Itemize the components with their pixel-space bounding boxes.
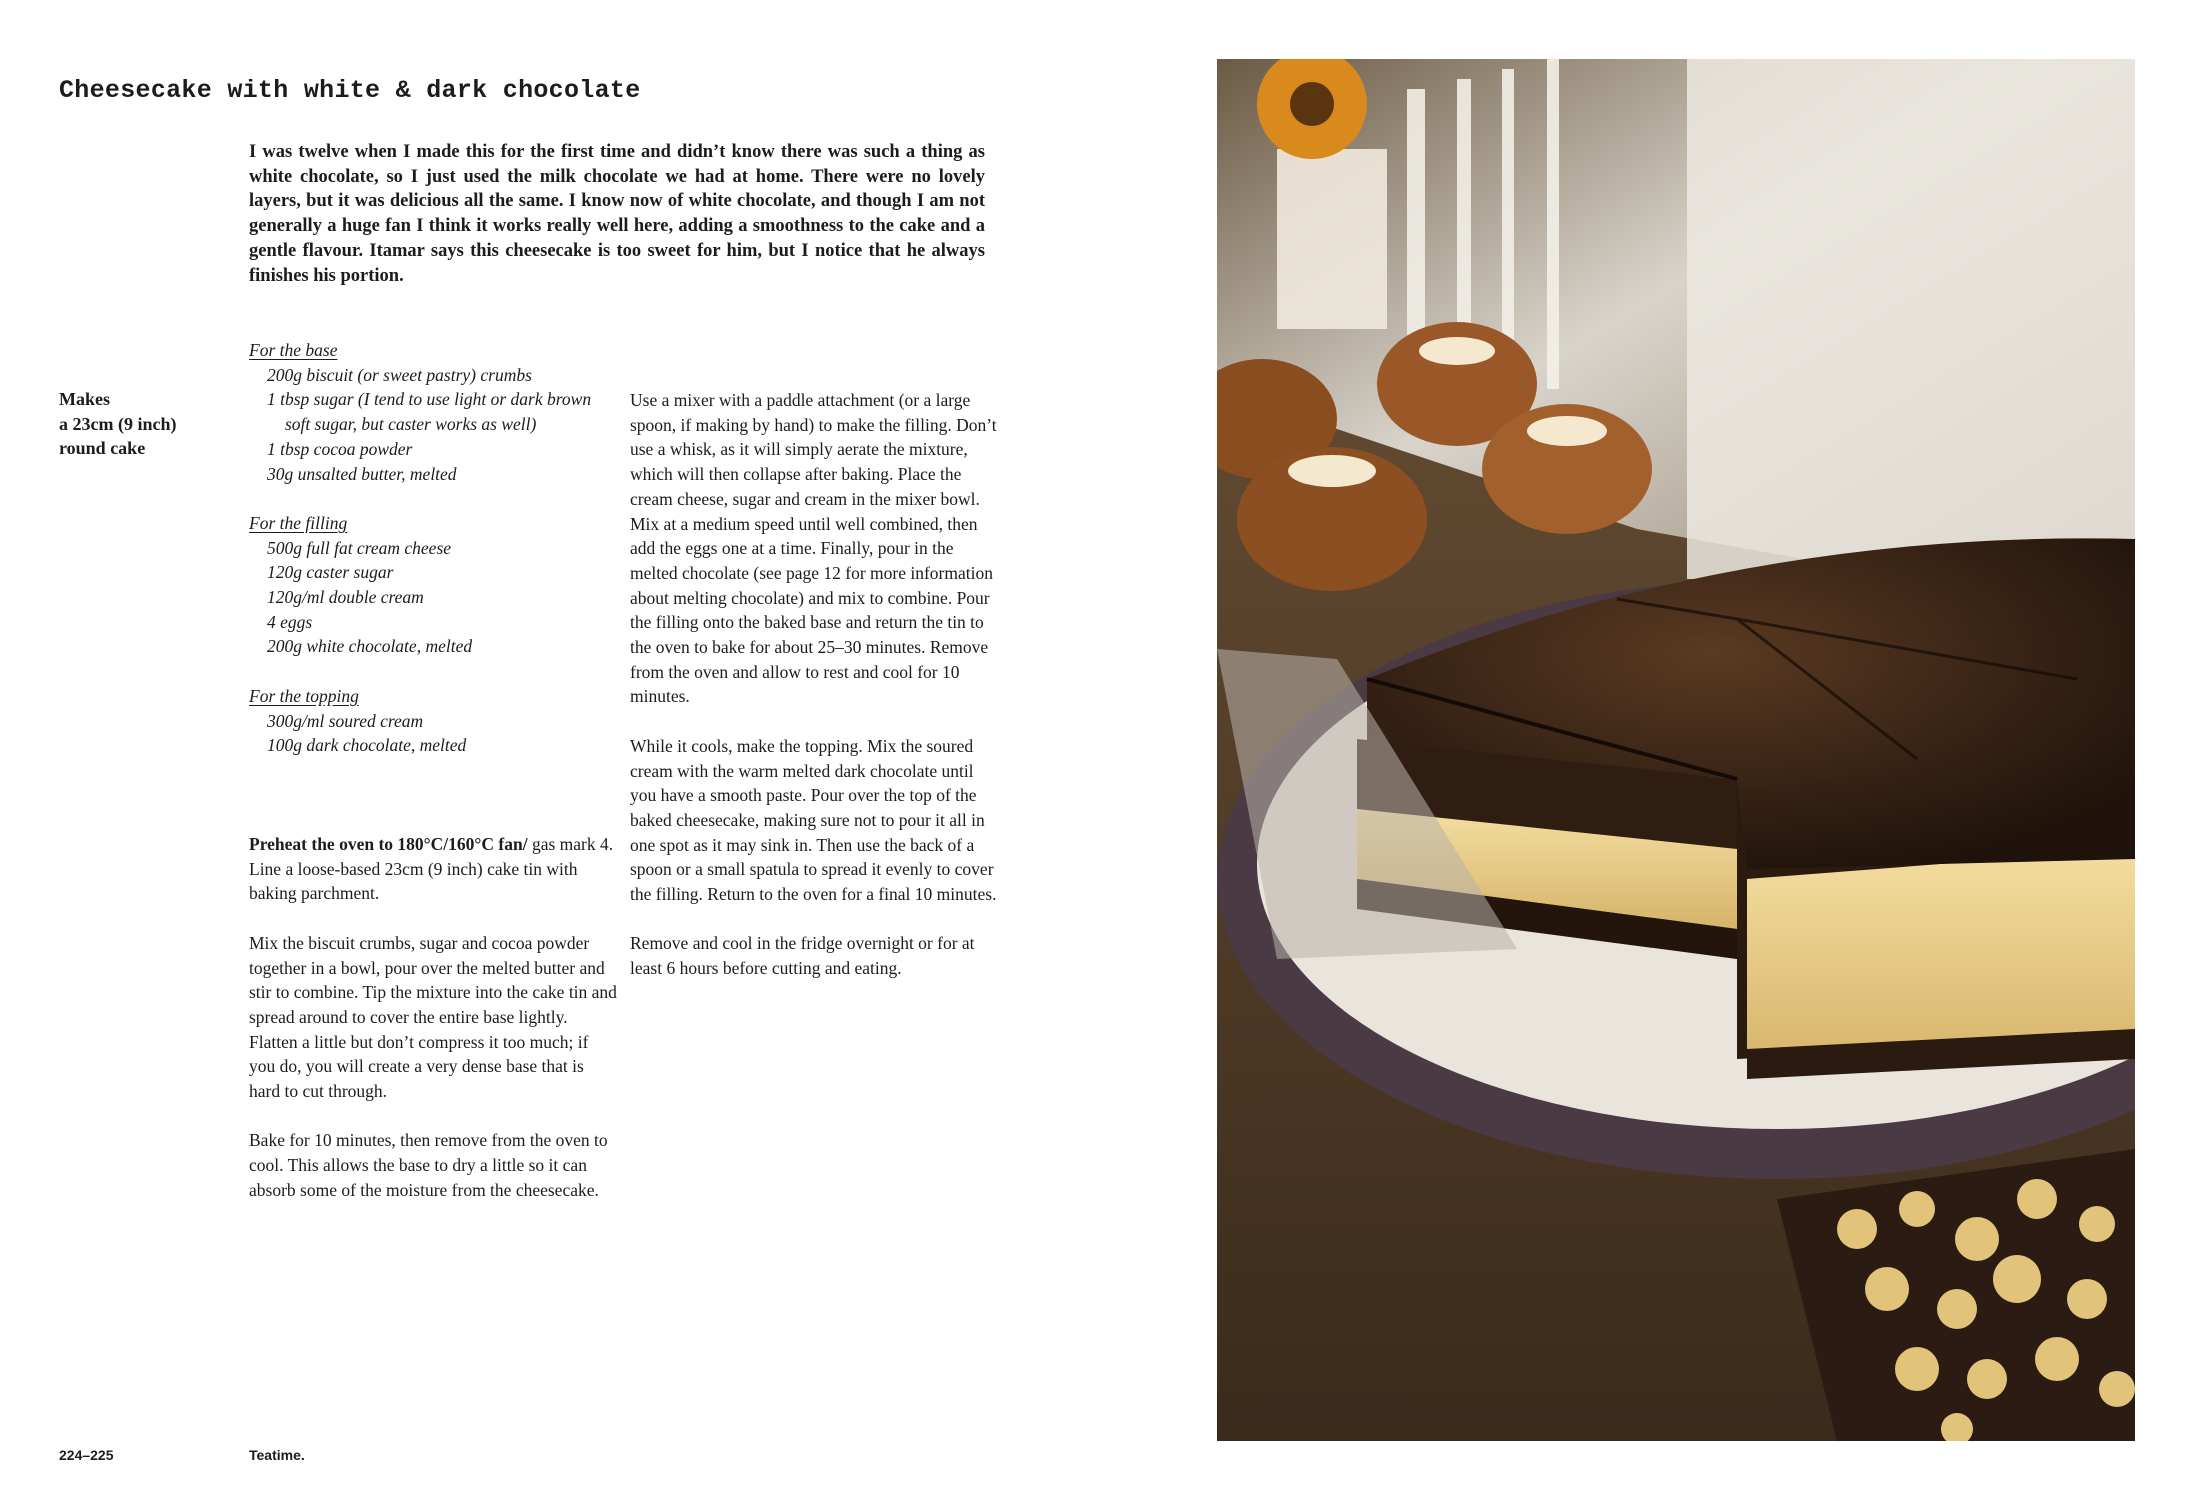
method-step: Mix the biscuit crumbs, sugar and cocoa powder together in a bowl, pour over the melted butter and stir to combine. Tip the mixture into the cake tin and spread around to cover the entire base lightly. Flatten a little but don’t compress it too much; if you do, you will create a very dense base that is hard to cut through.	[249, 932, 617, 1102]
group-heading: For the base	[249, 340, 338, 360]
group-heading: For the topping	[249, 685, 359, 706]
ingredient-group-filling	[249, 511, 619, 659]
yield-line-1: Makes	[59, 389, 110, 409]
method-step-text: gas mark 4. Line a loose-based 23cm (9 inch) cake tin with baking parchment.	[249, 834, 614, 904]
bright-window	[1687, 59, 2135, 579]
ingredient-item: 200g white chocolate, melted	[267, 636, 473, 657]
ingredient-item: 1 tbsp sugar (I tend to use light or dark brown soft sugar, but caster works as well)	[267, 389, 592, 435]
recipe-title: Cheesecake with white & dark chocolate	[59, 76, 641, 105]
recipe-intro: I was twelve when I made this for the first time and didn’t know there was such a thing as white chocolate, so I just used the milk chocolate we had at home. There were no lovely layers, but it was delicious all the same. I know now of white chocolate, and though I am not generally a huge fan I think it works really well here, adding a smoothness to the cake and a gentle flavour. Itamar says this cheesecake is too sweet for him, but I notice that he always finishes his portion.	[249, 142, 985, 286]
yield-line-2: a 23cm (9 inch)	[59, 413, 177, 434]
method-step-lead: Preheat the oven to 180°C/160°C fan/	[249, 834, 528, 854]
ingredient-item: 120g/ml double cream	[267, 587, 424, 608]
ingredient-list	[249, 338, 619, 783]
ingredient-item: 1 tbsp cocoa powder	[267, 438, 413, 459]
cheesecake-illustration	[1217, 59, 2135, 1441]
ingredient-item: 200g biscuit (or sweet pastry) crumbs	[267, 364, 532, 385]
method-column-left	[249, 832, 619, 1227]
method-step: While it cools, make the topping. Mix the soured cream with the warm melted dark chocolate until you have a smooth paste. Pour over the top of the baked cheesecake, making sure not to pour it all in one spot as it may sink in. Then use the back of a spoon or a small spatula to spread it evenly to cover the filling. Return to the oven for a final 10 minutes.	[630, 735, 997, 905]
method-step	[249, 832, 619, 906]
ingredient-group-topping	[249, 684, 619, 758]
ingredient-item: 500g full fat cream cheese	[267, 537, 452, 558]
ingredient-item: 30g unsalted butter, melted	[267, 463, 457, 484]
ingredient-item: 120g caster sugar	[267, 562, 394, 583]
yield-line-3: round cake	[59, 438, 146, 459]
ingredient-item: 100g dark chocolate, melted	[267, 735, 467, 756]
ingredient-group-base	[249, 338, 619, 486]
section-name: Teatime.	[249, 1447, 305, 1463]
yield-info	[59, 387, 229, 461]
method-step: Remove and cool in the fridge overnight or for at least 6 hours before cutting and eating.	[630, 933, 975, 979]
cheesecake-photo	[1217, 59, 2135, 1441]
ingredient-item: 300g/ml soured cream	[267, 710, 424, 731]
method-step: Use a mixer with a paddle attachment (or a large spoon, if making by hand) to make the filling. Don’t use a whisk, as it will simply aerate the mixture, which will then collapse after baking. Place the cream cheese, sugar and cream in the mixer bowl. Mix at a medium speed until well combined, then add the eggs one at a time. Finally, pour in the melted chocolate (see page 12 for more information about melting chocolate) and mix to combine. Pour the filling onto the baked base and return the tin to the oven to bake for about 25–30 minutes. Remove from the oven and allow to rest and cool for 10 minutes.	[630, 390, 997, 707]
page-numbers: 224–225	[59, 1447, 114, 1463]
method-column-right	[630, 388, 1000, 1006]
method-step: Bake for 10 minutes, then remove from the oven to cool. This allows the base to dry a little so it can absorb some of the moisture from the cheesecake.	[249, 1130, 608, 1200]
ingredient-item: 4 eggs	[267, 611, 313, 632]
ginger-bars	[1777, 1149, 2135, 1441]
group-heading: For the filling	[249, 512, 348, 533]
